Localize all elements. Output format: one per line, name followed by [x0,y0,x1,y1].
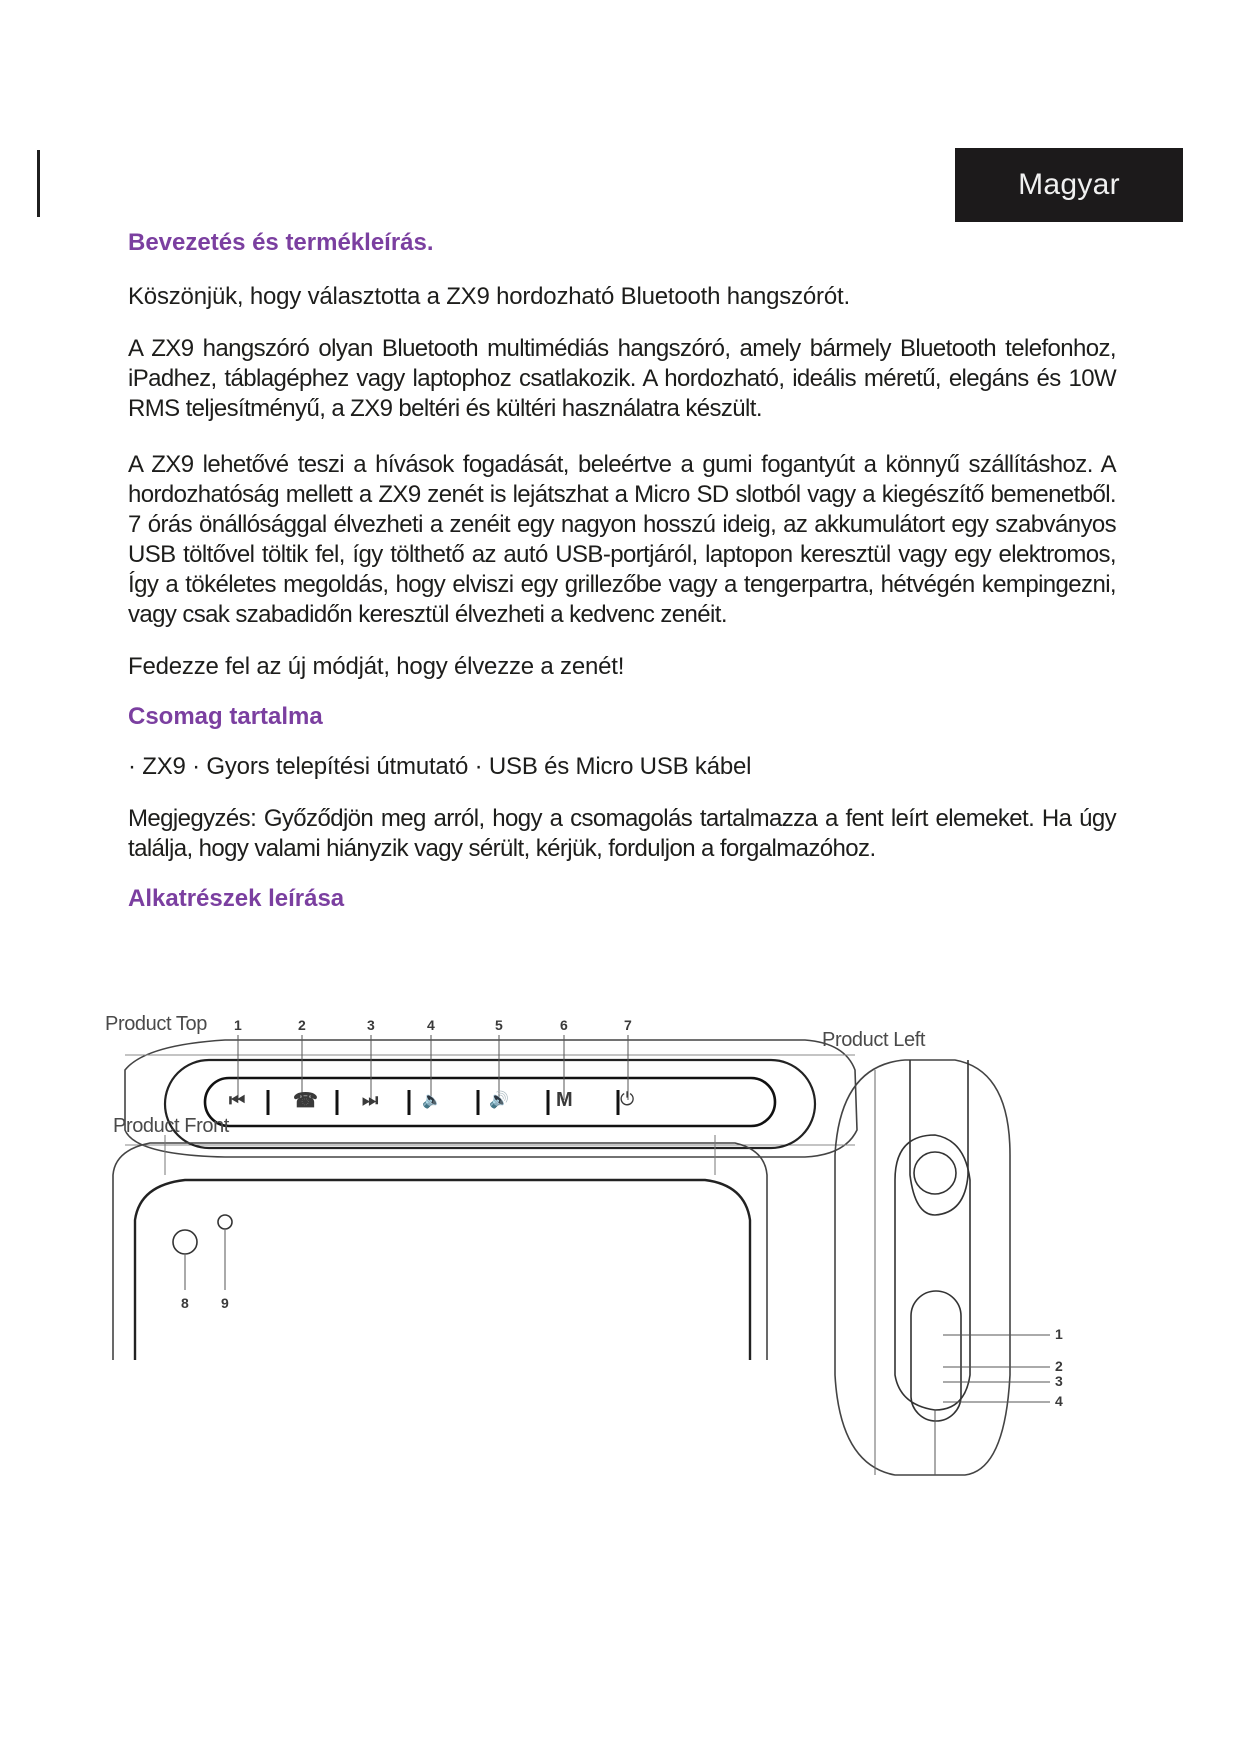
section-heading-parts: Alkatrészek leírása [128,885,345,912]
volume-down-icon: 🔈 [422,1092,442,1109]
next-track-icon: ⏭ [362,1090,379,1110]
intro-thanks: Köszönjük, hogy választotta a ZX9 hordozható Bluetooth hangszórót. [128,283,850,310]
intro-features: A ZX9 lehetővé teszi a hívások fogadását, beleértve a gumi fogantyút a könnyű szállításhoz. A hordozhatóság mellett a ZX9 zenét is lejátszhat a Micro SD slotból vagy a kiegészítő bemenetből. 7 órás önállósággal élvezheti a zenéit egy nagyon hosszú ideig, az akkumulátort egy szabványos USB töltővel töltik fel, így tölthető az autó USB-portjáról, laptopon keresztül vagy egy elektromos, Így a tökéletes megoldás, hogy elviszi egy grillezőbe vagy a tengerpartra, hétvégén kempingezni, vagy csak szabadidőn keresztül élvezheti a kedvenc zenéit. [128,451,1116,628]
callout-left-3: 3 [1055,1373,1063,1389]
callout-top-2: 2 [298,1017,306,1033]
section-heading-package: Csomag tartalma [128,703,323,730]
previous-track-icon: ⏮ [229,1090,246,1110]
intro-description: A ZX9 hangszóró olyan Bluetooth multimédiás hangszóró, amely bármely Bluetooth telefonhoz, iPadhez, táblagéphez vagy laptophoz csatlakozik. A hordozható, ideális méretű, elegáns és 10W RMS teljesítményű, a ZX9 beltéri és kültéri használatra készült. [128,335,1116,422]
package-note: Megjegyzés: Győződjön meg arról, hogy a csomagolás tartalmazza a fent leírt elemeket. Ha úgy találja, hogy valami hiányzik vagy sérült, kérjük, forduljon a forgalmazóhoz. [128,805,1116,862]
label-product-front: Product Front [113,1115,229,1137]
callout-top-4: 4 [427,1017,435,1033]
margin-mark [37,150,40,217]
call-play-icon: ☎ [293,1090,318,1112]
callout-top-1: 1 [234,1017,242,1033]
label-product-top: Product Top [105,1013,207,1035]
callout-front-9: 9 [221,1295,229,1311]
volume-up-icon: 🔊 [489,1092,509,1109]
language-badge: Magyar [955,148,1183,222]
power-icon: ⏻ [620,1089,635,1109]
callout-top-3: 3 [367,1017,375,1033]
callout-left-2: 2 [1055,1358,1063,1374]
callout-top-5: 5 [495,1017,503,1033]
callout-left-1: 1 [1055,1326,1063,1342]
package-contents: · ZX9 · Gyors telepítési útmutató · USB és Micro USB kábel [128,753,752,780]
mode-icon: M [556,1089,573,1111]
section-heading-intro: Bevezetés és termékleírás. [128,229,434,256]
callout-front-8: 8 [181,1295,189,1311]
diagram-drawing [105,1015,1185,1535]
callout-top-7: 7 [624,1017,632,1033]
label-product-left: Product Left [822,1029,926,1051]
parts-diagram [105,1015,1185,1535]
callout-left-4: 4 [1055,1393,1063,1409]
intro-closing: Fedezze fel az új módját, hogy élvezze a zenét! [128,653,625,680]
callout-top-6: 6 [560,1017,568,1033]
document-body [128,226,1116,916]
